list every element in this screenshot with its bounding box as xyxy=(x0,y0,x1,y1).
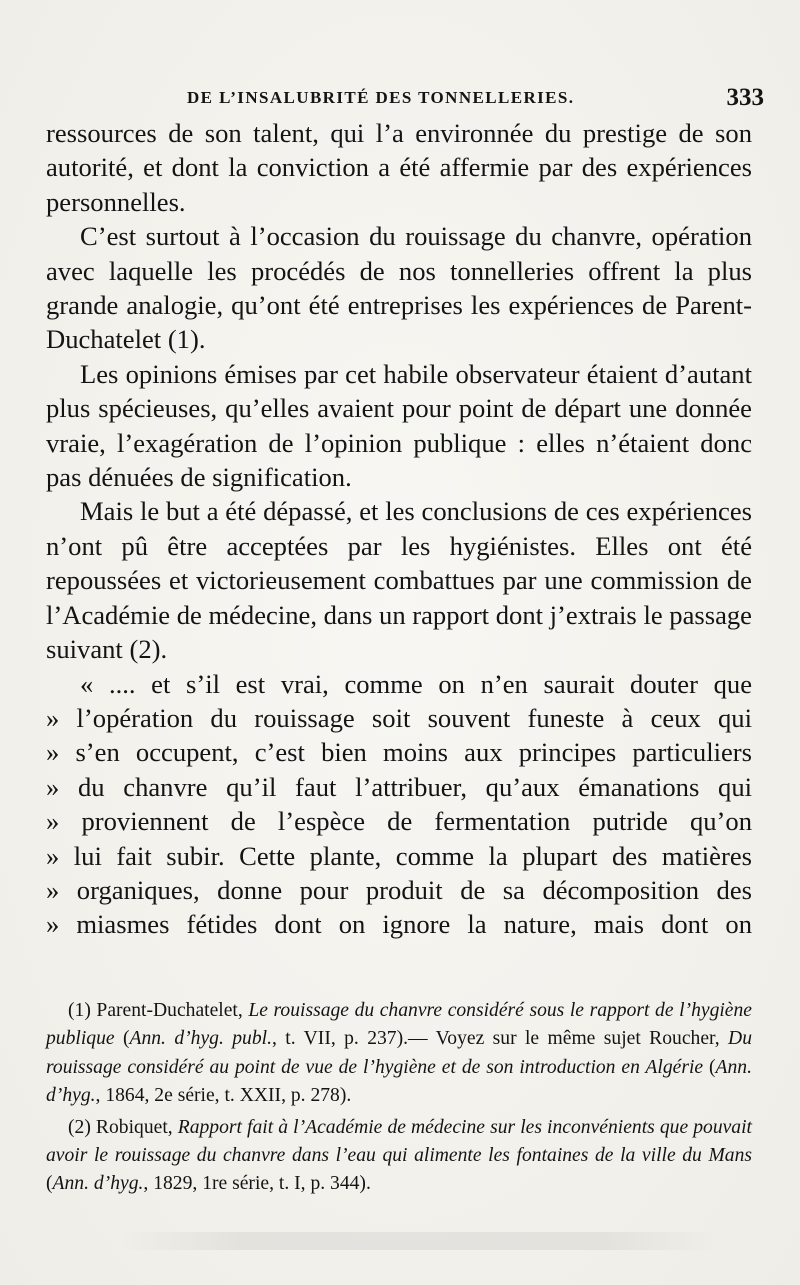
quote-line: » l’opération du rouissage soit souvent funeste à ceux qui xyxy=(46,702,752,733)
quote-line: » lui fait subir. Cette plante, comme la plupart des matières xyxy=(46,840,752,871)
quote-line: » proviennent de l’espèce de fermentation putride qu’on xyxy=(46,806,752,837)
footnote-title: Rapport fait à l’Académie de médecine sur les inconvénients que pouvait avoir le rouissage du chanvre dans l’eau qui alimente les fontaines de la ville du Mans xyxy=(46,1116,752,1167)
footnote-2 xyxy=(46,1114,752,1199)
paragraph-continuation: ressources de son talent, qui l’a environnée du prestige de son autorité, et dont la conviction a été affermie par des expériences personnelles. xyxy=(46,118,752,217)
running-title: DE L’INSALUBRITÉ DES TONNELLERIES. xyxy=(187,88,575,107)
footnote-title: Du rouissage considéré au point de vue de l’hygiène et de son introduction en Algérie xyxy=(46,1028,752,1078)
quote-line: » miasmes fétides dont on ignore la nature, mais dont on xyxy=(46,909,752,940)
footnote-text: ( xyxy=(703,1056,716,1078)
footnote-journal: Ann. d’hyg. xyxy=(52,1173,144,1195)
paragraph-rouissage: C’est surtout à l’occasion du rouissage du chanvre, opération avec laquelle les procédés de nos tonnelleries offrent la plus grande analogie, qu’ont été entreprises les expériences de Parent-Duchatelet (1). xyxy=(46,221,752,355)
paragraph-opinions: Les opinions émises par cet habile observateur étaient d’autant plus spécieuses, qu’elles avaient pour point de départ une donnée vraie, l’exagération de l’opinion publique : elles n’étaient donc pas dénuées de signification. xyxy=(46,358,752,493)
footnote-journal: Ann. d’hyg. xyxy=(46,1056,752,1107)
paragraph-conclusions: Mais le but a été dépassé, et les conclusions de ces expériences n’ont pû être acceptées par les hygiénistes. Elles ont été repoussées et victorieusement combattues par une commission de l’Académie de médecine, dans un rapport dont j’extrais le passage suivant (2). xyxy=(46,496,752,665)
footnote-text: , 1829, 1re série, t. I, p. 344). xyxy=(143,1173,371,1195)
footnote-journal: Ann. d’hyg. publ. xyxy=(129,1028,272,1050)
footnote-text: (1) Parent-Duchatelet, xyxy=(68,1000,249,1021)
show-through-shadow xyxy=(120,1232,720,1250)
quote-line: » du chanvre qu’il faut l’attribuer, qu’aux émanations qui xyxy=(46,771,752,802)
footnote-1 xyxy=(46,997,752,1111)
footnote-title: Le rouissage du chanvre considéré sous le rapport de l’hygiène publique xyxy=(46,1000,752,1050)
footnote-text: , 1864, 2e série, t. XXII, p. 278). xyxy=(95,1085,352,1107)
running-head xyxy=(46,84,764,118)
quote-line: « .... et s’il est vrai, comme on n’en saurait douter que xyxy=(80,668,752,699)
quote-line: » s’en occupent, c’est bien moins aux principes particuliers xyxy=(46,737,752,768)
quote-line: » organiques, donne pour produit de sa décomposition des xyxy=(46,874,752,905)
footnote-text: ( xyxy=(114,1028,130,1050)
page-number: 333 xyxy=(726,84,764,111)
footnotes xyxy=(46,997,752,1199)
footnote-text: (2) Robiquet, xyxy=(68,1116,178,1138)
footnote-text: ( xyxy=(46,1173,53,1195)
main-text xyxy=(46,116,752,942)
quoted-passage xyxy=(46,667,752,942)
footnote-text: , t. VII, p. 237).— Voyez sur le même sujet Roucher, xyxy=(271,1028,729,1050)
